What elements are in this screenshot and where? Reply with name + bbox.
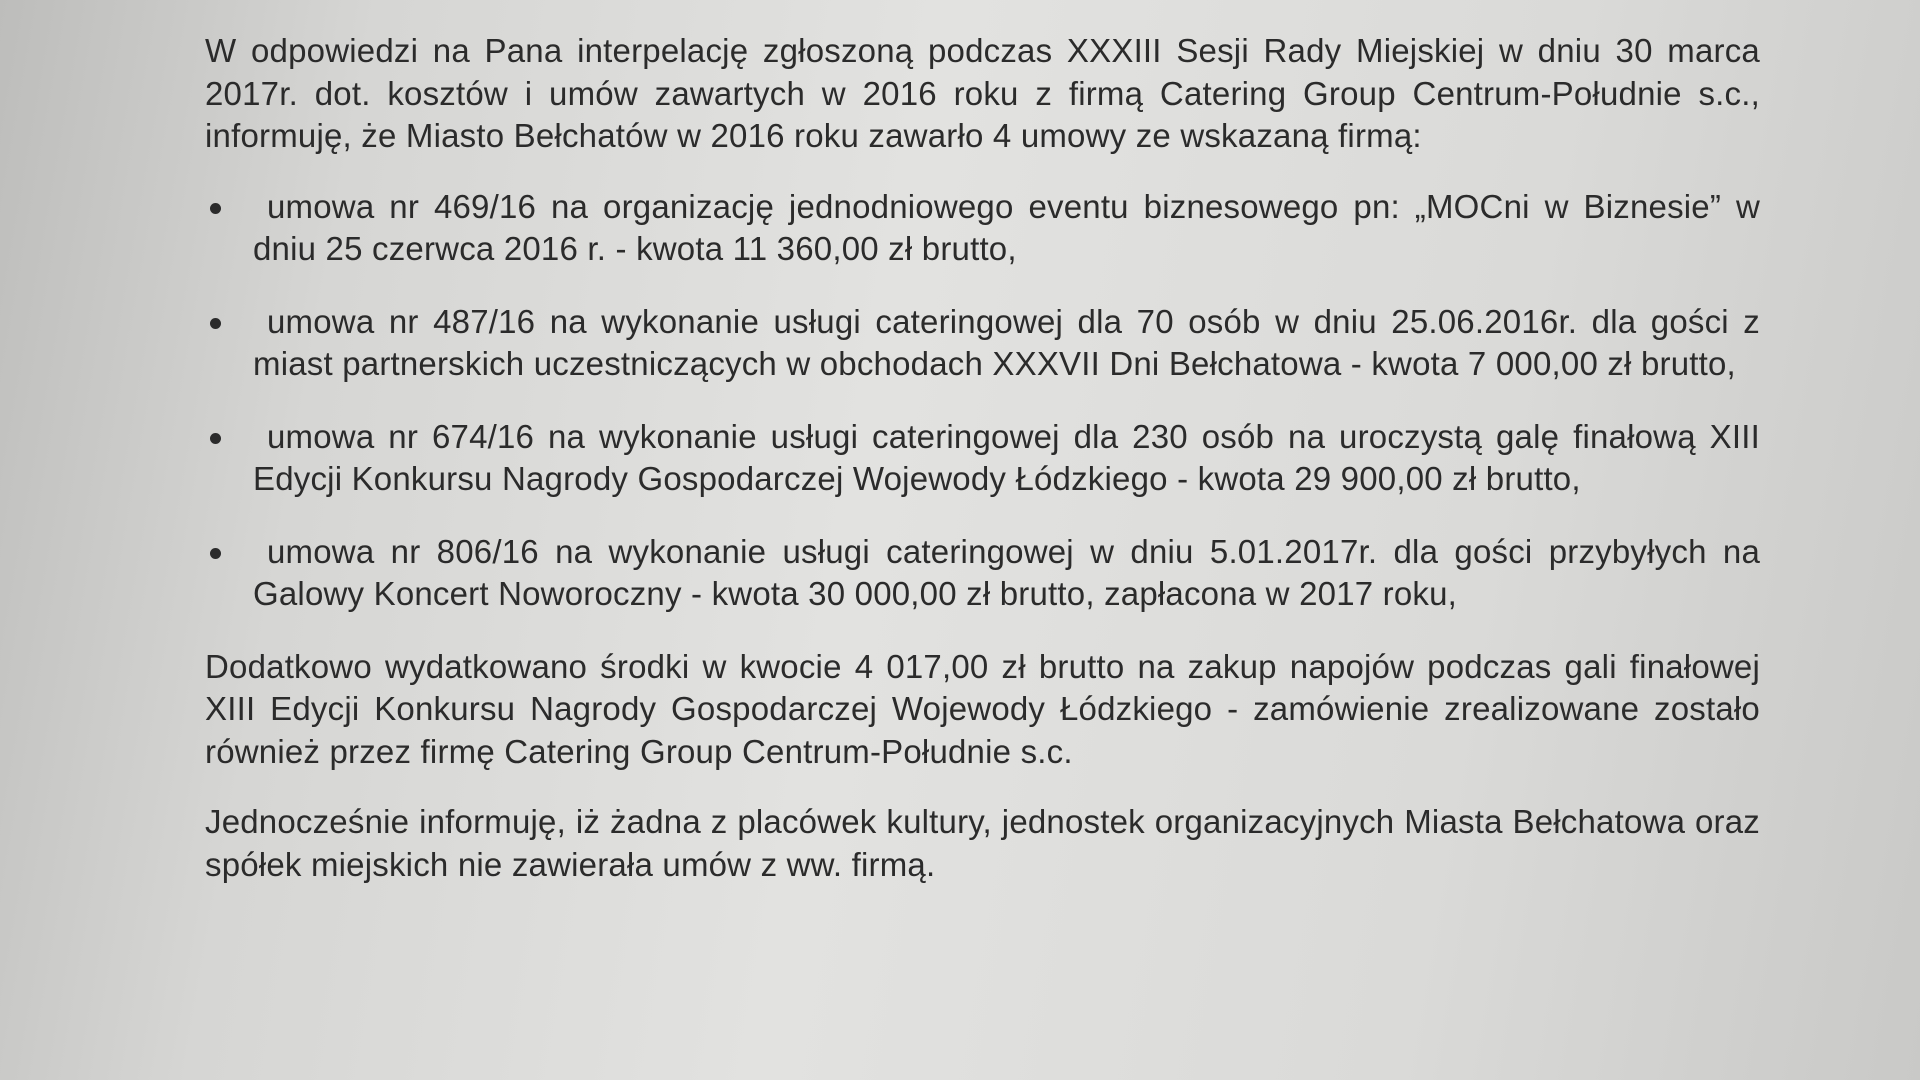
letter-body [205, 30, 1760, 886]
contracts-list [205, 186, 1760, 616]
bullet-icon [210, 203, 221, 214]
bullet-icon [210, 433, 221, 444]
list-item [205, 531, 1760, 616]
list-item [205, 301, 1760, 386]
contract-text: umowa nr 674/16 na wykonanie usługi cateringowej dla 230 osób na uroczystą galę finałową XIII Edycji Konkursu Nagrody Gospodarczej Wojewody Łódzkiego - kwota 29 900,00 zł brutto, [253, 417, 1760, 497]
list-item [205, 416, 1760, 501]
contract-text: umowa nr 469/16 na organizację jednodniowego eventu biznesowego pn: „MOCni w Biznesie” w dniu 25 czerwca 2016 r. - kwota 11 360,00 zł brutto, [253, 187, 1760, 267]
bullet-icon [210, 548, 221, 559]
closing-paragraph: Jednocześnie informuję, iż żadna z placówek kultury, jednostek organizacyjnych Miasta Bełchatowa oraz spółek miejskich nie zawierała umów z ww. firmą. [205, 803, 1760, 883]
bullet-icon [210, 318, 221, 329]
contract-text: umowa nr 806/16 na wykonanie usługi cateringowej w dniu 5.01.2017r. dla gości przybyłych na Galowy Koncert Noworoczny - kwota 30 000,00 zł brutto, zapłacona w 2017 roku, [253, 532, 1760, 612]
intro-paragraph: W odpowiedzi na Pana interpelację zgłoszoną podczas XXXIII Sesji Rady Miejskiej w dniu 30 marca 2017r. dot. kosztów i umów zawartych w 2016 roku z firmą Catering Group Centrum-Południe s.c., informuję, że Miasto Bełchatów w 2016 roku zawarło 4 umowy ze wskazaną firmą: [205, 32, 1760, 154]
list-item [205, 186, 1760, 271]
contract-text: umowa nr 487/16 na wykonanie usługi cateringowej dla 70 osób w dniu 25.06.2016r. dla gości z miast partnerskich uczestniczących w obchodach XXXVII Dni Bełchatowa - kwota 7 000,00 zł brutto, [253, 302, 1760, 382]
additional-paragraph: Dodatkowo wydatkowano środki w kwocie 4 017,00 zł brutto na zakup napojów podczas gali finałowej XIII Edycji Konkursu Nagrody Gospodarczej Wojewody Łódzkiego - zamówienie zrealizowane zostało również przez firmę Catering Group Centrum-Południe s.c. [205, 647, 1760, 770]
